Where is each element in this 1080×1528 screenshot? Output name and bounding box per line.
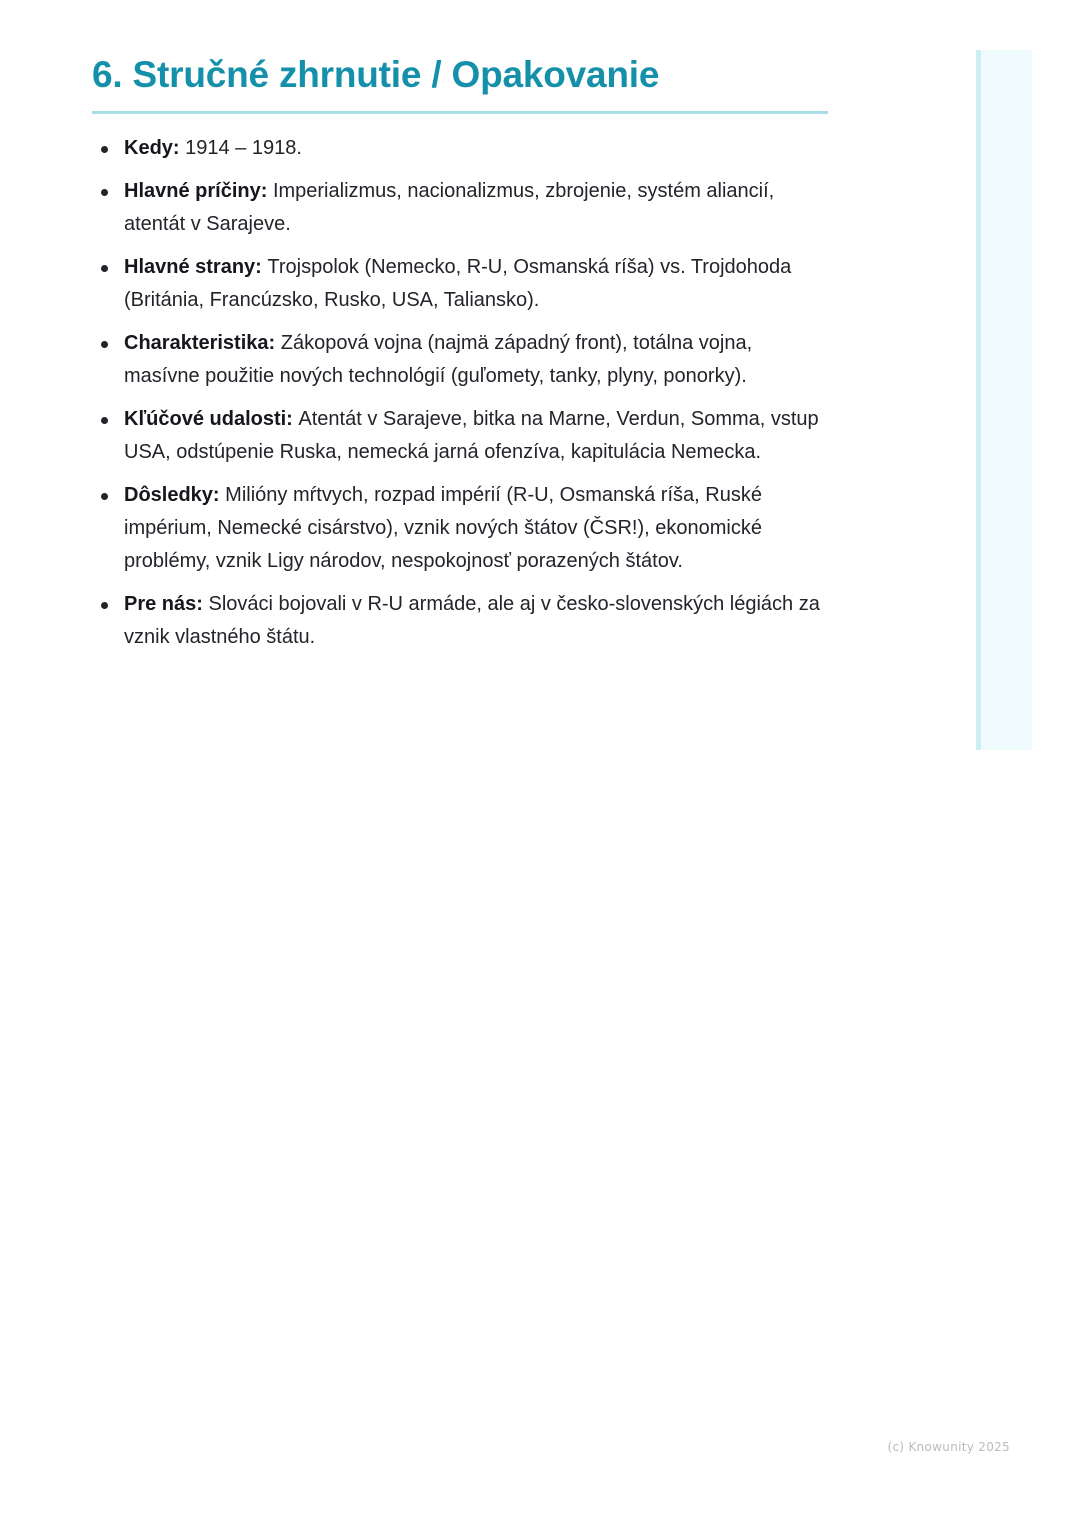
item-text: Slováci bojovali v R-U armáde, ale aj v česko-slovenských légiách za vznik vlastného štátu.: [124, 593, 820, 648]
copyright-footer: (c) Knowunity 2025: [887, 1440, 1010, 1454]
item-label: Kedy:: [124, 137, 186, 159]
summary-list: [92, 132, 828, 654]
item-text: Zákopová vojna (najmä západný front), totálna vojna, masívne použitie nových technológií (guľomety, tanky, plyny, ponorky).: [124, 332, 753, 387]
list-item: [92, 175, 828, 241]
bullet-icon: [101, 265, 108, 272]
bullet-icon: [101, 146, 108, 153]
list-item: [92, 327, 828, 393]
item-label: Charakteristika:: [124, 332, 281, 354]
bullet-icon: [101, 189, 108, 196]
list-item: [92, 251, 828, 317]
section-heading: 6. Stručné zhrnutie / Opakovanie: [92, 54, 660, 95]
bullet-icon: [101, 417, 108, 424]
heading-divider: [92, 111, 828, 114]
list-item: [92, 132, 828, 165]
summary-section: [92, 52, 828, 664]
item-text: 1914 – 1918.: [185, 137, 302, 159]
item-label: Hlavné strany:: [124, 256, 268, 278]
item-label: Hlavné príčiny:: [124, 180, 273, 202]
list-item: [92, 479, 828, 578]
bullet-icon: [101, 493, 108, 500]
item-label: Dôsledky:: [124, 484, 226, 506]
side-panel: [976, 50, 1032, 750]
item-label: Pre nás:: [124, 593, 209, 615]
item-text: Trojspolok (Nemecko, R-U, Osmanská ríša) vs. Trojdohoda (Británia, Francúzsko, Rusko, USA, Taliansko).: [124, 256, 792, 311]
item-text: Atentát v Sarajeve, bitka na Marne, Verdun, Somma, vstup USA, odstúpenie Ruska, nemecká jarná ofenzíva, kapitulácia Nemecka.: [124, 408, 819, 463]
bullet-icon: [101, 602, 108, 609]
list-item: [92, 588, 828, 654]
item-text: Imperializmus, nacionalizmus, zbrojenie, systém aliancií, atentát v Sarajeve.: [124, 180, 775, 235]
list-item: [92, 403, 828, 469]
item-text: Milióny mŕtvych, rozpad impérií (R-U, Osmanská ríša, Ruské impérium, Nemecké cisárstvo), vznik nových štátov (ČSR!), ekonomické problémy, vznik Ligy národov, nespokojnosť porazených štátov.: [124, 484, 762, 572]
item-label: Kľúčové udalosti:: [124, 408, 299, 430]
bullet-icon: [101, 341, 108, 348]
